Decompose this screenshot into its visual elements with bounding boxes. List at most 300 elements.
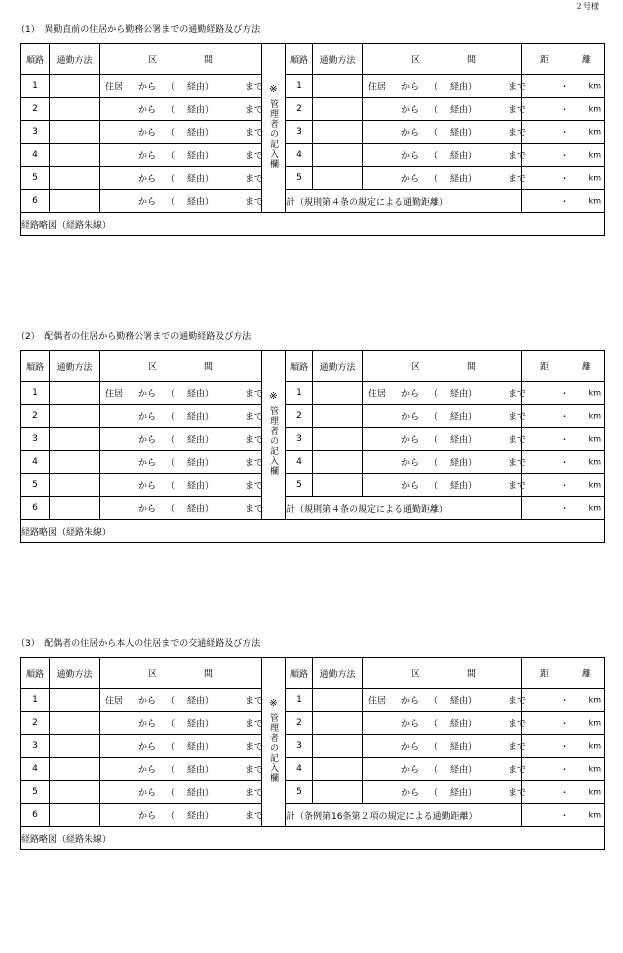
route-map-area[interactable]	[21, 520, 605, 543]
via-label: 経由）	[450, 481, 478, 492]
table-row	[21, 712, 605, 735]
made-label: まで	[245, 788, 264, 799]
method-cell[interactable]	[50, 121, 100, 144]
open-paren: （	[429, 788, 439, 799]
table-row	[21, 428, 605, 451]
open-paren: （	[166, 412, 176, 423]
open-paren: （	[429, 435, 439, 446]
made-label: まで	[245, 389, 264, 400]
section-header-2: 間	[204, 669, 214, 680]
method-cell[interactable]	[50, 167, 100, 190]
made-label: まで	[245, 504, 264, 515]
method-cell[interactable]	[313, 758, 363, 781]
section-cell[interactable]	[363, 167, 527, 190]
section-cell[interactable]	[100, 689, 262, 712]
open-paren: （	[166, 719, 176, 730]
open-paren: （	[429, 412, 439, 423]
section-header-1: 区	[148, 362, 158, 373]
decimal-dot: ・	[560, 435, 570, 446]
made-label: まで	[508, 742, 527, 753]
kara-label: から	[401, 82, 420, 93]
map-label: 経路略図（経路朱線）	[21, 527, 112, 538]
kara-label: から	[401, 788, 420, 799]
admin-label: 管理者の記入欄	[268, 713, 278, 783]
km-unit: km	[588, 787, 601, 797]
section-cell[interactable]	[100, 735, 262, 758]
order-header: 順路	[286, 44, 313, 75]
open-paren: （	[166, 197, 176, 208]
kara-label: から	[138, 765, 157, 776]
order-header: 順路	[21, 351, 50, 382]
section-cell[interactable]	[363, 405, 527, 428]
made-label: まで	[508, 412, 527, 423]
row-number: 3	[286, 735, 313, 758]
row-number: 1	[21, 75, 50, 98]
method-cell[interactable]	[50, 689, 100, 712]
row-number: 1	[21, 689, 50, 712]
open-paren: （	[166, 504, 176, 515]
distance-cell[interactable]	[522, 382, 605, 405]
row-number: 2	[21, 712, 50, 735]
section-cell[interactable]	[363, 382, 527, 405]
open-paren: （	[429, 696, 439, 707]
section-cell[interactable]	[100, 474, 262, 497]
section-header-1: 区	[411, 55, 421, 66]
row-number: 6	[21, 497, 50, 520]
section-cell[interactable]	[100, 190, 262, 213]
section-cell[interactable]	[100, 428, 262, 451]
distance-cell[interactable]	[522, 474, 605, 497]
start-label: 住居	[368, 389, 387, 400]
method-cell[interactable]	[313, 144, 363, 167]
km-unit: km	[588, 457, 601, 467]
route-map-area[interactable]	[21, 213, 605, 236]
row-number: 4	[286, 144, 313, 167]
section-cell[interactable]	[363, 735, 527, 758]
section-cell[interactable]	[363, 98, 527, 121]
made-label: まで	[245, 481, 264, 492]
row-number: 5	[286, 167, 313, 190]
decimal-dot: ・	[560, 412, 570, 423]
order-header: 順路	[286, 351, 313, 382]
km-unit: km	[588, 104, 601, 114]
method-cell[interactable]	[313, 405, 363, 428]
km-unit: km	[588, 718, 601, 728]
method-cell[interactable]	[50, 497, 100, 520]
kara-label: から	[401, 742, 420, 753]
total-label: 計（規則第４条の規定による通勤距離）	[286, 497, 522, 520]
open-paren: （	[166, 82, 176, 93]
row-number: 2	[286, 405, 313, 428]
section-header-2: 間	[467, 55, 477, 66]
open-paren: （	[166, 458, 176, 469]
section-cell[interactable]	[100, 758, 262, 781]
distance-cell[interactable]	[522, 689, 605, 712]
distance-cell[interactable]	[522, 190, 605, 213]
distance-cell[interactable]	[522, 758, 605, 781]
table-row	[21, 781, 605, 804]
method-cell[interactable]	[50, 190, 100, 213]
row-number: 4	[21, 758, 50, 781]
map-row	[21, 827, 605, 850]
section-cell[interactable]	[100, 781, 262, 804]
row-number: 2	[286, 98, 313, 121]
method-cell[interactable]	[50, 735, 100, 758]
open-paren: （	[166, 742, 176, 753]
start-label: 住居	[105, 389, 124, 400]
method-cell[interactable]	[50, 474, 100, 497]
row-number: 2	[21, 405, 50, 428]
kara-label: から	[138, 389, 157, 400]
via-label: 経由）	[450, 435, 478, 446]
via-label: 経由）	[187, 435, 215, 446]
section-cell[interactable]	[363, 451, 527, 474]
kara-label: から	[401, 696, 420, 707]
kara-label: から	[138, 412, 157, 423]
method-header: 通勤方法	[313, 44, 363, 75]
section-cell[interactable]	[363, 75, 527, 98]
section-header-1: 区	[148, 55, 158, 66]
method-cell[interactable]	[50, 98, 100, 121]
map-row	[21, 213, 605, 236]
distance-cell[interactable]	[522, 144, 605, 167]
row-number: 5	[286, 474, 313, 497]
via-label: 経由）	[450, 174, 478, 185]
distance-cell[interactable]	[522, 804, 605, 827]
section-header	[100, 658, 262, 689]
distance-cell[interactable]	[522, 121, 605, 144]
via-label: 経由）	[450, 458, 478, 469]
section-cell[interactable]	[363, 712, 527, 735]
via-label: 経由）	[450, 151, 478, 162]
method-cell[interactable]	[313, 382, 363, 405]
via-label: 経由）	[450, 412, 478, 423]
section-cell[interactable]	[363, 121, 527, 144]
method-header: 通勤方法	[50, 658, 100, 689]
open-paren: （	[429, 82, 439, 93]
row-number: 4	[286, 451, 313, 474]
section-cell[interactable]	[363, 781, 527, 804]
kara-label: から	[138, 174, 157, 185]
made-label: まで	[508, 788, 527, 799]
decimal-dot: ・	[560, 811, 570, 822]
section-header	[363, 658, 522, 689]
open-paren: （	[166, 696, 176, 707]
method-cell[interactable]	[313, 75, 363, 98]
via-label: 経由）	[187, 811, 215, 822]
distance-header-2: 離	[582, 669, 592, 680]
route-table	[20, 350, 605, 543]
method-cell[interactable]	[50, 75, 100, 98]
row-number: 3	[21, 735, 50, 758]
method-cell[interactable]	[50, 382, 100, 405]
section-header	[100, 44, 262, 75]
kara-label: から	[401, 105, 420, 116]
made-label: まで	[508, 765, 527, 776]
via-label: 経由）	[450, 719, 478, 730]
start-label: 住居	[105, 82, 124, 93]
open-paren: （	[166, 174, 176, 185]
decimal-dot: ・	[560, 128, 570, 139]
kara-label: から	[138, 197, 157, 208]
kara-label: から	[138, 788, 157, 799]
section-header-2: 間	[204, 362, 214, 373]
distance-cell[interactable]	[522, 98, 605, 121]
distance-cell[interactable]	[522, 405, 605, 428]
section-header-2: 間	[204, 55, 214, 66]
form-number: ２号様	[575, 2, 599, 11]
kara-label: から	[138, 128, 157, 139]
order-header: 順路	[21, 658, 50, 689]
table-row	[21, 804, 605, 827]
method-cell[interactable]	[50, 804, 100, 827]
kara-label: から	[138, 811, 157, 822]
km-unit: km	[588, 503, 601, 513]
kara-label: から	[138, 82, 157, 93]
km-unit: km	[588, 480, 601, 490]
section-cell[interactable]	[100, 451, 262, 474]
method-cell[interactable]	[313, 451, 363, 474]
total-label: 計（条例第16条第２項の規定による通勤距離）	[286, 804, 522, 827]
made-label: まで	[508, 174, 527, 185]
decimal-dot: ・	[560, 174, 570, 185]
method-cell[interactable]	[313, 474, 363, 497]
kara-label: から	[138, 696, 157, 707]
section-header-1: 区	[411, 669, 421, 680]
open-paren: （	[166, 435, 176, 446]
distance-cell[interactable]	[522, 451, 605, 474]
via-label: 経由）	[187, 481, 215, 492]
kara-label: から	[401, 435, 420, 446]
made-label: まで	[508, 435, 527, 446]
via-label: 経由）	[187, 742, 215, 753]
km-unit: km	[588, 411, 601, 421]
section-header-2: 間	[467, 669, 477, 680]
table-row	[21, 451, 605, 474]
section-cell[interactable]	[100, 804, 262, 827]
method-header: 通勤方法	[313, 658, 363, 689]
section-heading: （3） 配偶者の住居から本人の住居までの交通経路及び方法	[16, 639, 261, 649]
section-cell[interactable]	[100, 167, 262, 190]
start-label: 住居	[368, 696, 387, 707]
section-cell[interactable]	[100, 382, 262, 405]
row-number: 5	[21, 781, 50, 804]
method-cell[interactable]	[313, 735, 363, 758]
row-number: 6	[21, 190, 50, 213]
section-cell[interactable]	[363, 758, 527, 781]
via-label: 経由）	[187, 389, 215, 400]
open-paren: （	[166, 128, 176, 139]
decimal-dot: ・	[560, 696, 570, 707]
via-label: 経由）	[187, 82, 215, 93]
method-cell[interactable]	[50, 428, 100, 451]
header-row	[21, 351, 605, 382]
kara-label: から	[138, 504, 157, 515]
via-label: 経由）	[450, 82, 478, 93]
map-label: 経路略図（経路朱線）	[21, 220, 112, 231]
made-label: まで	[245, 174, 264, 185]
method-cell[interactable]	[313, 428, 363, 451]
section-cell[interactable]	[100, 98, 262, 121]
row-number: 5	[21, 474, 50, 497]
open-paren: （	[166, 811, 176, 822]
section-cell[interactable]	[100, 144, 262, 167]
kara-label: から	[401, 389, 420, 400]
open-paren: （	[429, 765, 439, 776]
kara-label: から	[401, 128, 420, 139]
method-cell[interactable]	[313, 689, 363, 712]
section-cell[interactable]	[363, 474, 527, 497]
order-header: 順路	[21, 44, 50, 75]
distance-cell[interactable]	[522, 75, 605, 98]
method-cell[interactable]	[313, 712, 363, 735]
table-row	[21, 735, 605, 758]
made-label: まで	[508, 105, 527, 116]
method-cell[interactable]	[50, 781, 100, 804]
row-number: 3	[21, 121, 50, 144]
km-unit: km	[588, 741, 601, 751]
table-row	[21, 121, 605, 144]
order-header: 順路	[286, 658, 313, 689]
section-header	[363, 44, 522, 75]
open-paren: （	[429, 151, 439, 162]
admin-column	[262, 351, 286, 520]
section-cell[interactable]	[363, 689, 527, 712]
admin-label: 管理者の記入欄	[268, 99, 278, 169]
row-number: 3	[21, 428, 50, 451]
section-header-1: 区	[148, 669, 158, 680]
method-cell[interactable]	[50, 405, 100, 428]
made-label: まで	[245, 719, 264, 730]
decimal-dot: ・	[560, 765, 570, 776]
method-cell[interactable]	[50, 144, 100, 167]
decimal-dot: ・	[560, 82, 570, 93]
kara-label: から	[138, 151, 157, 162]
section-cell[interactable]	[363, 144, 527, 167]
made-label: まで	[508, 696, 527, 707]
method-cell[interactable]	[313, 781, 363, 804]
row-number: 4	[21, 144, 50, 167]
km-unit: km	[588, 196, 601, 206]
table-row	[21, 382, 605, 405]
map-label: 経路略図（経路朱線）	[21, 834, 112, 845]
kara-label: から	[401, 765, 420, 776]
via-label: 経由）	[450, 105, 478, 116]
method-cell[interactable]	[313, 98, 363, 121]
kara-label: から	[138, 481, 157, 492]
row-number: 5	[21, 167, 50, 190]
decimal-dot: ・	[560, 458, 570, 469]
row-number: 1	[286, 382, 313, 405]
open-paren: （	[166, 389, 176, 400]
row-number: 2	[21, 98, 50, 121]
section-cell[interactable]	[100, 712, 262, 735]
route-table	[20, 657, 605, 850]
method-cell[interactable]	[313, 121, 363, 144]
kara-label: から	[138, 458, 157, 469]
map-row	[21, 520, 605, 543]
distance-cell[interactable]	[522, 428, 605, 451]
made-label: まで	[508, 458, 527, 469]
open-paren: （	[429, 719, 439, 730]
row-number: 2	[286, 712, 313, 735]
method-header: 通勤方法	[50, 351, 100, 382]
decimal-dot: ・	[560, 788, 570, 799]
method-header: 通勤方法	[50, 44, 100, 75]
distance-cell[interactable]	[522, 735, 605, 758]
decimal-dot: ・	[560, 504, 570, 515]
section-header-1: 区	[411, 362, 421, 373]
section-cell[interactable]	[100, 75, 262, 98]
table-row	[21, 98, 605, 121]
open-paren: （	[166, 151, 176, 162]
open-paren: （	[166, 788, 176, 799]
table-row	[21, 405, 605, 428]
section-heading: （1） 異動直前の住居から勤務公署までの通勤経路及び方法	[16, 25, 261, 35]
distance-cell[interactable]	[522, 497, 605, 520]
via-label: 経由）	[187, 197, 215, 208]
section-header-2: 間	[467, 362, 477, 373]
decimal-dot: ・	[560, 742, 570, 753]
row-number: 3	[286, 121, 313, 144]
asterisk-icon: ※	[269, 391, 278, 402]
table-row	[21, 497, 605, 520]
row-number: 1	[286, 75, 313, 98]
open-paren: （	[429, 481, 439, 492]
section-cell[interactable]	[100, 405, 262, 428]
route-map-area[interactable]	[21, 827, 605, 850]
open-paren: （	[429, 105, 439, 116]
via-label: 経由）	[187, 412, 215, 423]
distance-cell[interactable]	[522, 167, 605, 190]
km-unit: km	[588, 434, 601, 444]
kara-label: から	[401, 151, 420, 162]
section-cell[interactable]	[100, 121, 262, 144]
section-cell[interactable]	[100, 497, 262, 520]
start-label: 住居	[105, 696, 124, 707]
method-cell[interactable]	[50, 712, 100, 735]
kara-label: から	[401, 412, 420, 423]
open-paren: （	[166, 481, 176, 492]
admin-label: 管理者の記入欄	[268, 406, 278, 476]
made-label: まで	[245, 458, 264, 469]
method-cell[interactable]	[313, 167, 363, 190]
section-cell[interactable]	[363, 428, 527, 451]
row-number: 5	[286, 781, 313, 804]
distance-header-1: 距	[540, 55, 550, 66]
admin-column	[262, 44, 286, 213]
header-row	[21, 658, 605, 689]
table-row	[21, 190, 605, 213]
via-label: 経由）	[187, 458, 215, 469]
method-cell[interactable]	[50, 451, 100, 474]
distance-header	[522, 44, 605, 75]
made-label: まで	[508, 151, 527, 162]
distance-cell[interactable]	[522, 781, 605, 804]
decimal-dot: ・	[560, 389, 570, 400]
distance-header	[522, 351, 605, 382]
made-label: まで	[245, 742, 264, 753]
total-label: 計（規則第４条の規定による通勤距離）	[286, 190, 522, 213]
distance-header-1: 距	[540, 669, 550, 680]
distance-cell[interactable]	[522, 712, 605, 735]
via-label: 経由）	[187, 719, 215, 730]
km-unit: km	[588, 695, 601, 705]
made-label: まで	[245, 811, 264, 822]
method-cell[interactable]	[50, 758, 100, 781]
made-label: まで	[245, 765, 264, 776]
kara-label: から	[401, 719, 420, 730]
